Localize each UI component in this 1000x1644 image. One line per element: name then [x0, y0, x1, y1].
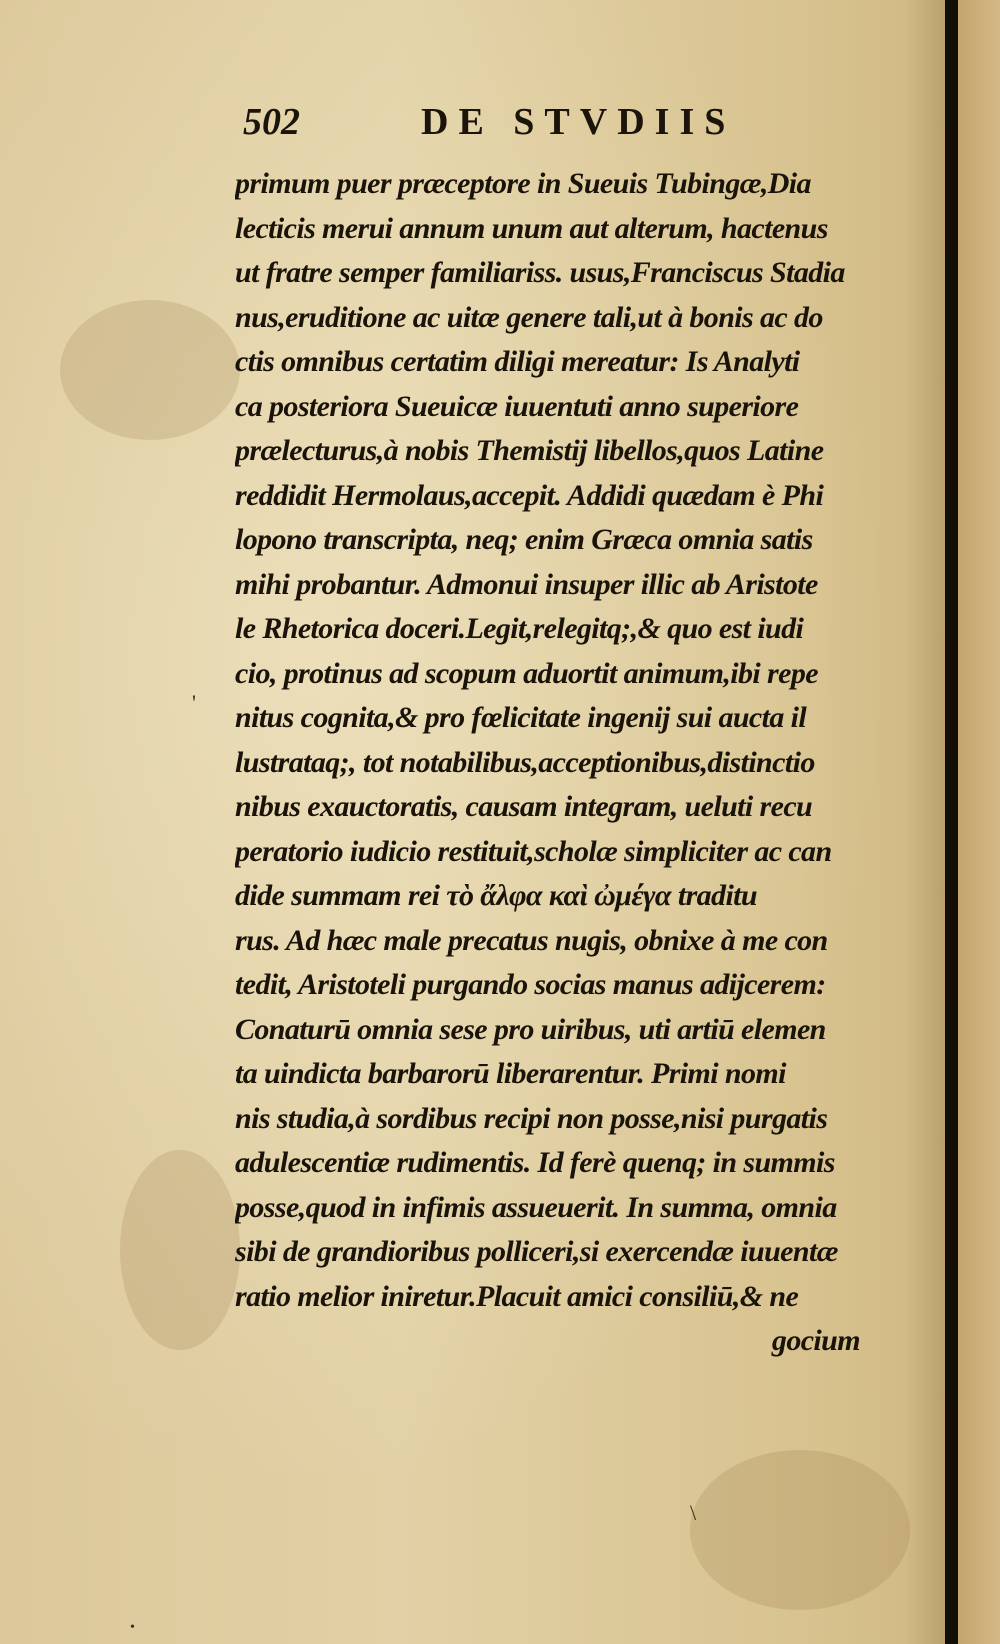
text-line: lecticis merui annum unum aut alterum, hactenus [235, 211, 828, 245]
text-line: posse,quod in infimis assueuerit. In summa, omnia [235, 1190, 837, 1224]
text-line: nus,eruditione ac uitæ genere tali,ut à bonis ac do [235, 300, 823, 334]
text-line: prælecturus,à nobis Themistij libellos,quos Latine [235, 434, 824, 467]
text-line: lustrataq;, tot notabilibus,acceptionibus,distinctio [235, 745, 815, 779]
text-line: primum puer præceptore in Sueuis Tubingæ,Dia [235, 167, 811, 200]
text-line: ratio melior iniretur.Placuit amici consiliū,& ne [235, 1279, 799, 1313]
text-line: Conaturū omnia sese pro uiribus, uti artiū elemen [235, 1012, 826, 1046]
page-header [243, 100, 843, 148]
paper-stain [690, 1450, 910, 1610]
margin-mark: ' [192, 690, 196, 715]
body-text [235, 162, 915, 1364]
binding-gutter [945, 0, 958, 1644]
text-line: mihi probantur. Admonui insuper illic ab Aristote [235, 567, 818, 601]
text-line: nis studia,à sordibus recipi non posse,nisi purgatis [235, 1101, 828, 1135]
text-line: sibi de grandioribus polliceri,si exercendæ iuuentæ [235, 1235, 838, 1268]
margin-mark: \ [690, 1500, 697, 1525]
page-number: 502 [243, 101, 300, 143]
paper-stain [60, 300, 240, 440]
margin-mark: • [130, 1620, 135, 1635]
text-line: ctis omnibus certatim diligi mereatur: Is Analyti [235, 345, 800, 378]
text-line: cio, protinus ad scopum aduortit animum,ibi repe [235, 656, 818, 690]
text-line: dide summam rei τὸ ἄλφα καὶ ὠμέγα traditu [235, 879, 757, 912]
text-line: ta uindicta barbarorū liberarentur. Primi nomi [235, 1057, 786, 1090]
text-line: reddidit Hermolaus,accepit. Addidi quædam è Phi [235, 478, 824, 512]
text-line: rus. Ad hæc male precatus nugis, obnixe à me con [235, 923, 828, 957]
text-line: gocium [771, 1324, 860, 1357]
text-line: ca posteriora Sueuicæ iuuentuti anno superiore [235, 389, 799, 423]
text-line: adulescentiæ rudimentis. Id ferè quenq; in summis [235, 1146, 835, 1179]
text-line: tedit, Aristoteli purgando socias manus adijcerem: [235, 968, 826, 1001]
facing-page-edge [958, 0, 1000, 1644]
paper-stain [120, 1150, 240, 1350]
text-line: nibus exauctoratis, causam integram, ueluti recu [235, 790, 813, 823]
running-title: DE STVDIIS [421, 101, 736, 143]
text-line: le Rhetorica doceri.Legit,relegitq;,& quo est iudi [235, 612, 804, 645]
text-line: lopono transcripta, neq; enim Græca omnia satis [235, 523, 813, 556]
text-line: nitus cognita,& pro fœlicitate ingenij sui aucta il [235, 701, 807, 734]
text-line: ut fratre semper familiariss. usus,Franciscus Stadia [235, 256, 845, 289]
text-line: peratorio iudicio restituit,scholæ simpliciter ac can [235, 834, 832, 868]
